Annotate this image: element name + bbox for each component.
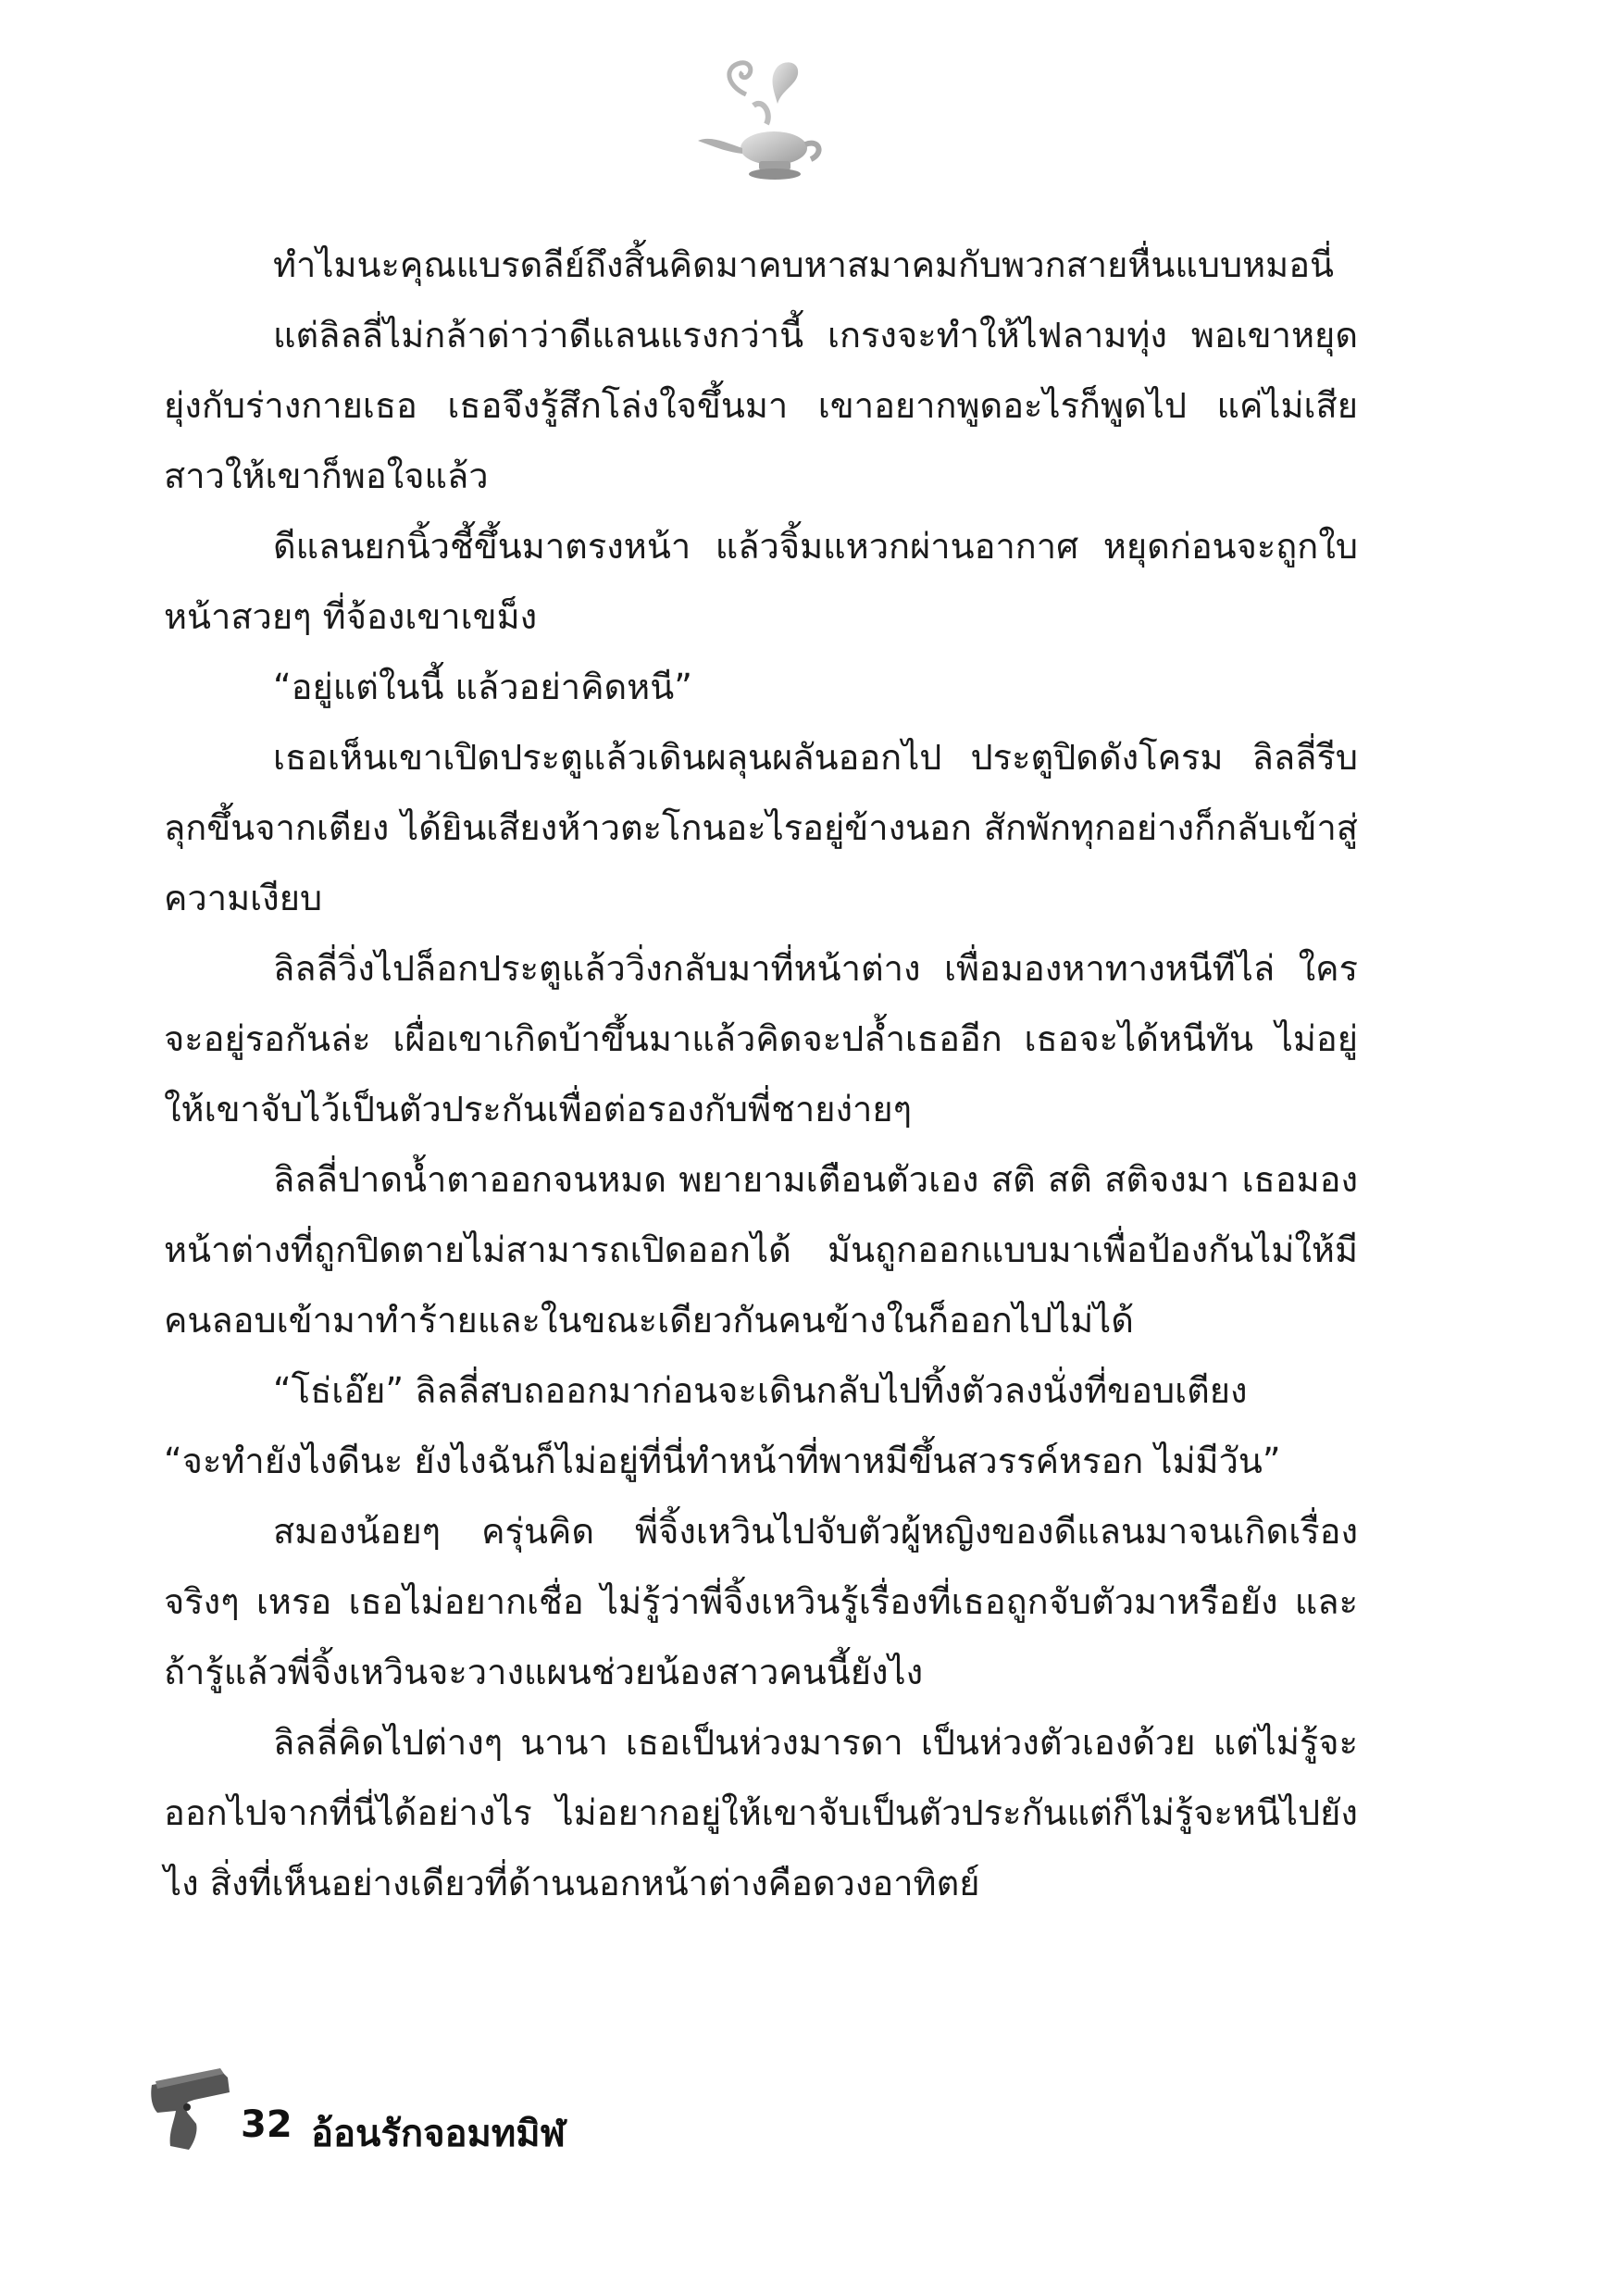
page-number: 32	[241, 2103, 292, 2146]
paragraph-8: “โธ่เอ๊ย” ลิลลี่สบถออกมาก่อนจะเดินกลับไปทิ้งตัวลงนั่งที่ขอบเตียง	[273, 1370, 1248, 1411]
paragraph-2: แต่ลิลลี่ไม่กล้าด่าว่าดีแลนแรงกว่านี้ เกรงจะทำให้ไฟลามทุ่ง พอเขาหยุดยุ่งกับร่างกายเธอ เธอจึงรู้สึกโล่งใจขึ้นมา เขาอยากพูดอะไรก็พูดไป แค่ไม่เสียสาวให้เขาก็พอใจแล้ว	[164, 315, 1358, 496]
paragraph-3: ดีแลนยกนิ้วชี้ขึ้นมาตรงหน้า แล้วจิ้มแหวกผ่านอากาศ หยุดก่อนจะถูกใบหน้าสวยๆ ที่จ้องเขาเขม็ง	[164, 526, 1358, 637]
paragraph-11: ลิลลี่คิดไปต่างๆ นานา เธอเป็นห่วงมารดา เป็นห่วงตัวเองด้วย แต่ไม่รู้จะออกไปจากที่นี่ได้อย่างไร ไม่อยากอยู่ให้เขาจับเป็นตัวประกันแต่ก็ไม่รู้จะหนีไปยังไง สิ่งที่เห็นอย่างเดียวที่ด้านนอกหน้าต่างคือดวงอาทิตย์	[164, 1722, 1358, 1903]
book-title: อ้อนรักจอมทมิฬ	[311, 2113, 566, 2155]
paragraph-7: ลิลลี่ปาดน้ำตาออกจนหมด พยายามเตือนตัวเอง สติ สติ สติจงมา เธอมองหน้าต่างที่ถูกปิดตายไม่สามารถเปิดออกได้ มันถูกออกแบบมาเพื่อป้องกันไม่ให้มีคนลอบเข้ามาทำร้ายและในขณะเดียวกันคนข้างในก็ออกไปไม่ได้	[164, 1159, 1358, 1341]
page-footer	[148, 2065, 981, 2157]
paragraph-4: “อยู่แต่ในนี้ แล้วอย่าคิดหนี”	[273, 667, 692, 707]
pistol-icon	[148, 2065, 241, 2153]
paragraph-6: ลิลลี่วิ่งไปล็อกประตูแล้ววิ่งกลับมาที่หน้าต่าง เพื่อมองหาทางหนีทีไล่ ใครจะอยู่รอกันล่ะ เผื่อเขาเกิดบ้าขึ้นมาแล้วคิดจะปล้ำเธออีก เธอจะได้หนีทัน ไม่อยู่ให้เขาจับไว้เป็นตัวประกันเพื่อต่อรองกับพี่ชายง่ายๆ	[164, 948, 1358, 1129]
paragraph-9: “จะทำยังไงดีนะ ยังไงฉันก็ไม่อยู่ที่นี่ทำหน้าที่พาหมีขึ้นสวรรค์หรอก ไม่มีวัน”	[164, 1441, 1281, 1481]
paragraph-10: สมองน้อยๆ ครุ่นคิด พี่จิ้งเหวินไปจับตัวผู้หญิงของดีแลนมาจนเกิดเรื่องจริงๆ เหรอ เธอไม่อยากเชื่อ ไม่รู้ว่าพี่จิ้งเหวินรู้เรื่องที่เธอถูกจับตัวมาหรือยัง และถ้ารู้แล้วพี่จิ้งเหวินจะวางแผนช่วยน้องสาวคนนี้ยังไง	[164, 1511, 1358, 1692]
genie-lamp-icon	[689, 57, 828, 182]
paragraph-1: ทำไมนะคุณแบรดลีย์ถึงสิ้นคิดมาคบหาสมาคมกับพวกสายหื่นแบบหมอนี่	[273, 244, 1335, 285]
body-text	[164, 230, 1358, 1918]
paragraph-5: เธอเห็นเขาเปิดประตูแล้วเดินผลุนผลันออกไป ประตูปิดดังโครม ลิลลี่รีบลุกขึ้นจากเตียง ได้ยินเสียงห้าวตะโกนอะไรอยู่ข้างนอก สักพักทุกอย่างก็กลับเข้าสู่ความเงียบ	[164, 737, 1358, 918]
